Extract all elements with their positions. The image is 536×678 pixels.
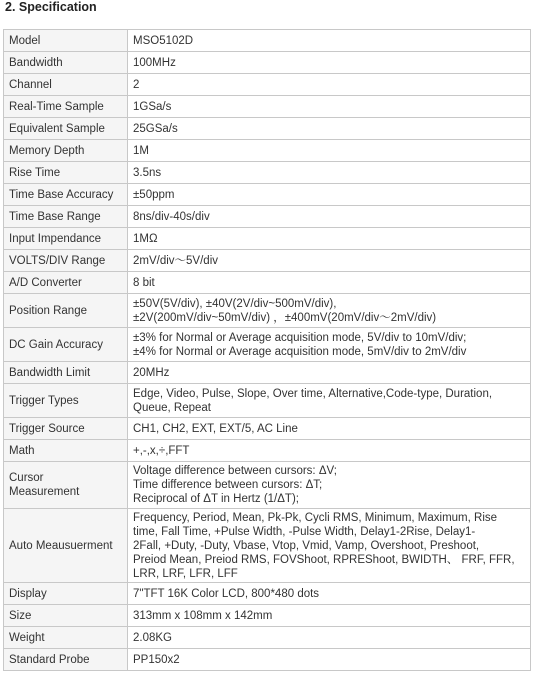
- spec-row: [4, 162, 531, 184]
- spec-row: [4, 509, 531, 583]
- spec-label: Input Impendance: [4, 228, 128, 250]
- spec-value-line: Voltage difference between cursors: ΔV;: [133, 465, 337, 477]
- spec-row: [4, 30, 531, 52]
- spec-row: [4, 272, 531, 294]
- spec-row: [4, 362, 531, 384]
- spec-value-line: Time difference between cursors: ΔT;: [133, 479, 323, 491]
- spec-value-line: 2: [133, 78, 140, 91]
- spec-row: [4, 462, 531, 509]
- spec-value: [128, 52, 531, 74]
- spec-value-line: 20MHz: [133, 366, 170, 379]
- spec-label-line: Cursor: [9, 472, 44, 484]
- spec-value: [128, 328, 531, 362]
- spec-row: [4, 294, 531, 328]
- spec-value: [128, 605, 531, 627]
- spec-label: Equivalent Sample: [4, 118, 128, 140]
- spec-label: Real-Time Sample: [4, 96, 128, 118]
- spec-row: [4, 96, 531, 118]
- spec-row: [4, 52, 531, 74]
- spec-row: [4, 228, 531, 250]
- spec-value: [128, 96, 531, 118]
- spec-row: [4, 140, 531, 162]
- spec-value: [128, 384, 531, 418]
- spec-row: [4, 440, 531, 462]
- spec-value-line: 2Fall, +Duty, -Duty, Vbase, Vtop, Vmid, Vamp, Overshoot, Preshoot,: [133, 539, 480, 552]
- spec-row: [4, 649, 531, 671]
- spec-value: [128, 440, 531, 462]
- spec-label: A/D Converter: [4, 272, 128, 294]
- spec-value: [128, 30, 531, 52]
- spec-value-line: LRR, LRF, LFR, LFF: [133, 567, 238, 580]
- spec-label: Weight: [4, 627, 128, 649]
- spec-value-line: Frequency, Period, Mean, Pk-Pk, Cycli RMS, Minimum, Maximum, Rise: [133, 511, 498, 524]
- spec-value-line: 1GSa/s: [133, 100, 172, 113]
- spec-row: [4, 583, 531, 605]
- section-title: 2. Specification: [5, 0, 97, 14]
- spec-value-line: CH1, CH2, EXT, EXT/5, AC Line: [133, 422, 298, 435]
- spec-label: Math: [4, 440, 128, 462]
- spec-value: [128, 649, 531, 671]
- spec-row: [4, 627, 531, 649]
- spec-value: [128, 250, 531, 272]
- spec-value: [128, 418, 531, 440]
- spec-label: Rise Time: [4, 162, 128, 184]
- spec-value-line: 25GSa/s: [133, 122, 178, 135]
- spec-value: [128, 228, 531, 250]
- spec-value: [128, 362, 531, 384]
- spec-value-line: 8ns/div-40s/div: [133, 210, 210, 223]
- spec-value: [128, 162, 531, 184]
- spec-row: [4, 74, 531, 96]
- spec-label: Time Base Accuracy: [4, 184, 128, 206]
- specification-table: [3, 29, 531, 671]
- spec-value-line: 100MHz: [133, 56, 176, 69]
- spec-label: Trigger Source: [4, 418, 128, 440]
- spec-value-line: 2.08KG: [133, 631, 172, 644]
- spec-label: Time Base Range: [4, 206, 128, 228]
- spec-value-line: 3.5ns: [133, 166, 162, 179]
- spec-row: [4, 118, 531, 140]
- spec-label-line: Measurement: [9, 486, 80, 498]
- spec-label: Auto Meausuerment: [4, 509, 128, 583]
- spec-value-line: time, Fall Time, +Pulse Width, -Pulse Width, Delay1-2Rise, Delay1-: [133, 525, 476, 538]
- spec-value: [128, 294, 531, 328]
- spec-label: DC Gain Accuracy: [4, 328, 128, 362]
- spec-label: Size: [4, 605, 128, 627]
- spec-row: [4, 184, 531, 206]
- spec-value: [128, 627, 531, 649]
- spec-label: VOLTS/DIV Range: [4, 250, 128, 272]
- spec-row: [4, 206, 531, 228]
- spec-value-line: ±50V(5V/div), ±40V(2V/div~500mV/div),: [133, 297, 337, 310]
- spec-value: [128, 206, 531, 228]
- spec-value-line: +,-,x,÷,FFT: [133, 444, 190, 457]
- spec-label: Display: [4, 583, 128, 605]
- spec-row: [4, 418, 531, 440]
- spec-value-line: Edge, Video, Pulse, Slope, Over time, Alternative,Code-type, Duration,: [133, 387, 493, 400]
- spec-row: [4, 328, 531, 362]
- spec-value: [128, 583, 531, 605]
- spec-label: Standard Probe: [4, 649, 128, 671]
- spec-value-line: ±50ppm: [133, 188, 175, 201]
- spec-value: [128, 184, 531, 206]
- spec-value-line: 8 bit: [133, 276, 155, 289]
- spec-row: [4, 605, 531, 627]
- spec-row: [4, 384, 531, 418]
- spec-value-line: MSO5102D: [133, 34, 194, 47]
- spec-label: Bandwidth Limit: [4, 362, 128, 384]
- spec-label: [4, 462, 128, 509]
- spec-row: [4, 250, 531, 272]
- spec-label: Trigger Types: [4, 384, 128, 418]
- spec-value: [128, 74, 531, 96]
- spec-value-line: 2mV/div～5V/div: [133, 254, 219, 267]
- spec-value-line: 1M: [133, 144, 149, 157]
- spec-value-line: Reciprocal of ΔT in Hertz (1/ΔT);: [133, 493, 299, 505]
- spec-value-line: Queue, Repeat: [133, 401, 212, 414]
- spec-value: [128, 140, 531, 162]
- spec-label: Bandwidth: [4, 52, 128, 74]
- spec-label: Memory Depth: [4, 140, 128, 162]
- spec-value-line: ±4% for Normal or Average acquisition mode, 5mV/div to 2mV/div: [133, 345, 467, 358]
- spec-value-line: 7"TFT 16K Color LCD, 800*480 dots: [133, 587, 320, 600]
- spec-value-line: ±3% for Normal or Average acquisition mode, 5V/div to 10mV/div;: [133, 331, 467, 344]
- spec-label: Model: [4, 30, 128, 52]
- spec-value: [128, 462, 531, 509]
- spec-label: Channel: [4, 74, 128, 96]
- spec-value: [128, 509, 531, 583]
- spec-value-line: ±2V(200mV/div~50mV/div) ，±400mV(20mV/div～2mV/div): [133, 311, 437, 324]
- spec-value: [128, 272, 531, 294]
- spec-value-line: PP150x2: [133, 653, 180, 666]
- spec-value-line: 313mm x 108mm x 142mm: [133, 609, 273, 622]
- spec-value: [128, 118, 531, 140]
- spec-label: Position Range: [4, 294, 128, 328]
- spec-value-line: Preiod Mean, Preiod RMS, FOVShoot, RPREShoot, BWIDTH、 FRF, FFR,: [133, 553, 515, 566]
- spec-value-line: 1MΩ: [133, 232, 158, 245]
